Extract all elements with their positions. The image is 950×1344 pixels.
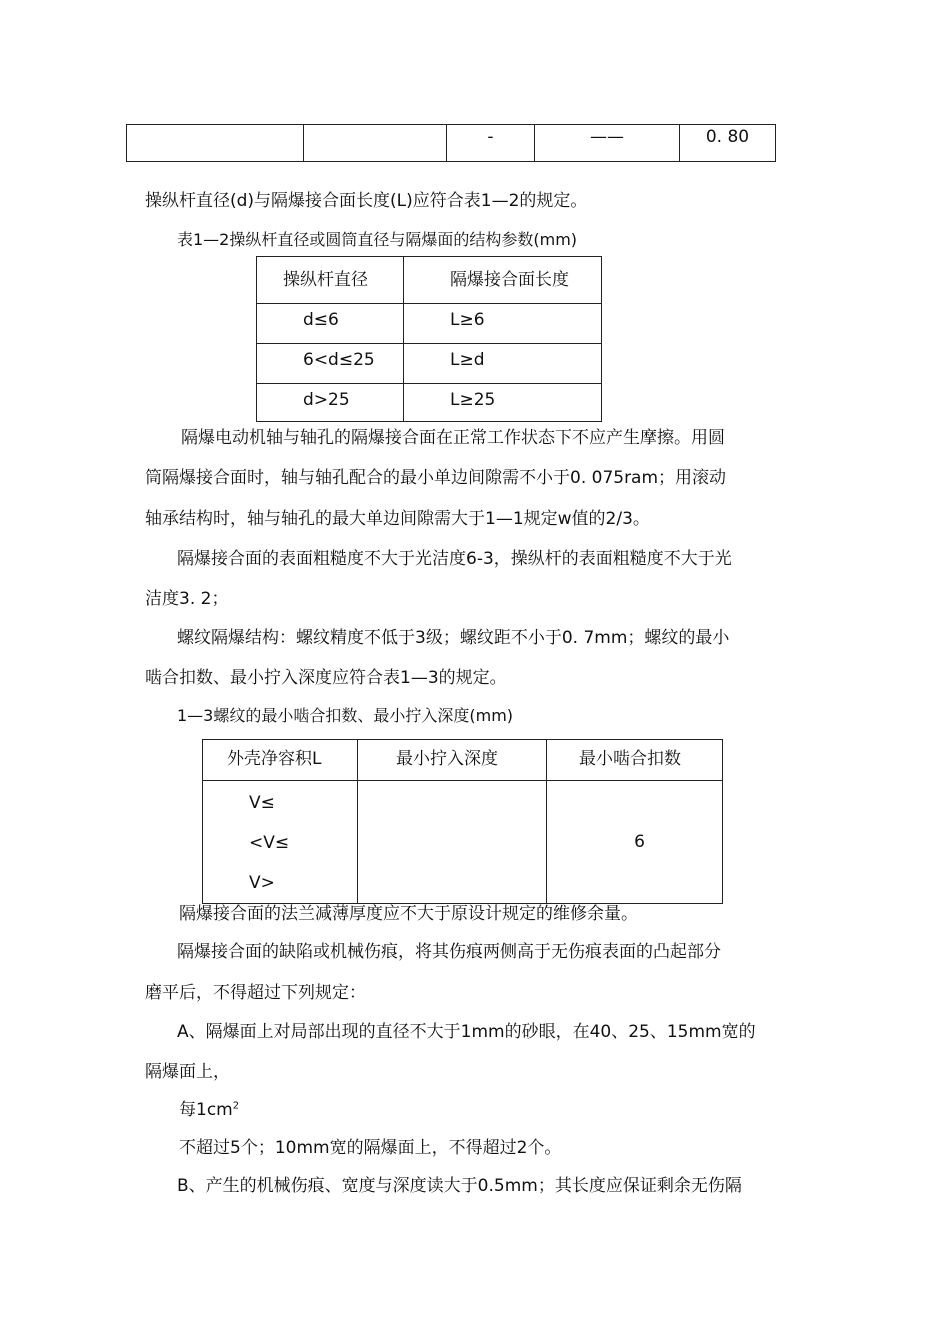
top-table-cell: 0. 80 <box>680 125 776 162</box>
top-table-cell <box>304 125 447 162</box>
paragraph-line: 啮合扣数、最小拧入深度应符合表1—3的规定。 <box>145 668 507 688</box>
table-cell <box>358 781 547 904</box>
table-cell: L≥6 <box>404 304 602 344</box>
per-unit-text: 每1cm <box>179 1100 233 1120</box>
paragraph-line: 隔爆接合面的缺陷或机械伤痕，将其伤痕两侧高于无伤痕表面的凸起部分 <box>177 942 721 962</box>
paragraph-line: 磨平后，不得超过下列规定： <box>145 983 366 1003</box>
per-unit-area <box>179 1099 239 1121</box>
paragraph-line: A、隔爆面上对局部出现的直径不大于1mm的砂眼，在40、25、15mm宽的 <box>177 1022 756 1042</box>
table-1-2 <box>256 256 602 422</box>
table-header-cell: 最小啮合扣数 <box>547 740 723 781</box>
top-table-cell <box>127 125 304 162</box>
table-cell: d>25 <box>257 384 404 422</box>
volume-range: V≤ <box>249 793 275 813</box>
table-cell: L≥25 <box>404 384 602 422</box>
volume-range: V> <box>249 873 275 893</box>
table-header-cell: 操纵杆直径 <box>257 257 404 304</box>
volume-range: <V≤ <box>249 833 290 853</box>
paragraph: B、产生的机械伤痕、宽度与深度读大于0.5mm；其长度应保证剩余无伤隔 <box>177 1176 742 1196</box>
top-table-cell: - <box>447 125 535 162</box>
table-caption: 表1—2操纵杆直径或圆筒直径与隔爆面的结构参数(mm) <box>177 230 578 249</box>
paragraph-line: 轴承结构时，轴与轴孔的最大单边间隙需大于1—1规定w值的2/3。 <box>145 509 650 529</box>
table-header-cell: 隔爆接合面长度 <box>404 257 602 304</box>
table-cell: 6<d≤25 <box>257 344 404 384</box>
paragraph-line: 螺纹隔爆结构：螺纹精度不低于3级；螺纹距不小于0. 7mm；螺纹的最小 <box>177 628 730 648</box>
table-cell <box>203 781 358 904</box>
top-table-cell: —— <box>535 125 680 162</box>
superscript: 2 <box>232 1100 240 1112</box>
paragraph: 操纵杆直径(d)与隔爆接合面长度(L)应符合表1—2的规定。 <box>145 191 588 211</box>
table-cell: L≥d <box>404 344 602 384</box>
paragraph-line: 筒隔爆接合面时，轴与轴孔配合的最小单边间隙需不小于0. 075ram；用滚动 <box>145 468 727 488</box>
paragraph-line: 洁度3. 2； <box>145 589 229 609</box>
table-1-3 <box>202 739 723 904</box>
paragraph-line: 隔爆接合面的表面粗糙度不大于光洁度6-3，操纵杆的表面粗糙度不大于光 <box>177 549 732 569</box>
table-header-cell: 外壳净容积L <box>203 740 358 781</box>
table-cell: d≤6 <box>257 304 404 344</box>
table-caption: 1—3螺纹的最小啮合扣数、最小拧入深度(mm) <box>177 706 514 725</box>
table-header-cell: 最小拧入深度 <box>358 740 547 781</box>
paragraph-line: 隔爆电动机轴与轴孔的隔爆接合面在正常工作状态下不应产生摩擦。用圆 <box>181 428 725 448</box>
paragraph: 隔爆接合面的法兰减薄厚度应不大于原设计规定的维修余量。 <box>179 904 638 924</box>
paragraph-line: 隔爆面上， <box>145 1062 230 1082</box>
table-cell: 6 <box>547 781 723 904</box>
paragraph: 不超过5个；10mm宽的隔爆面上，不得超过2个。 <box>179 1138 562 1158</box>
top-table <box>126 124 776 162</box>
